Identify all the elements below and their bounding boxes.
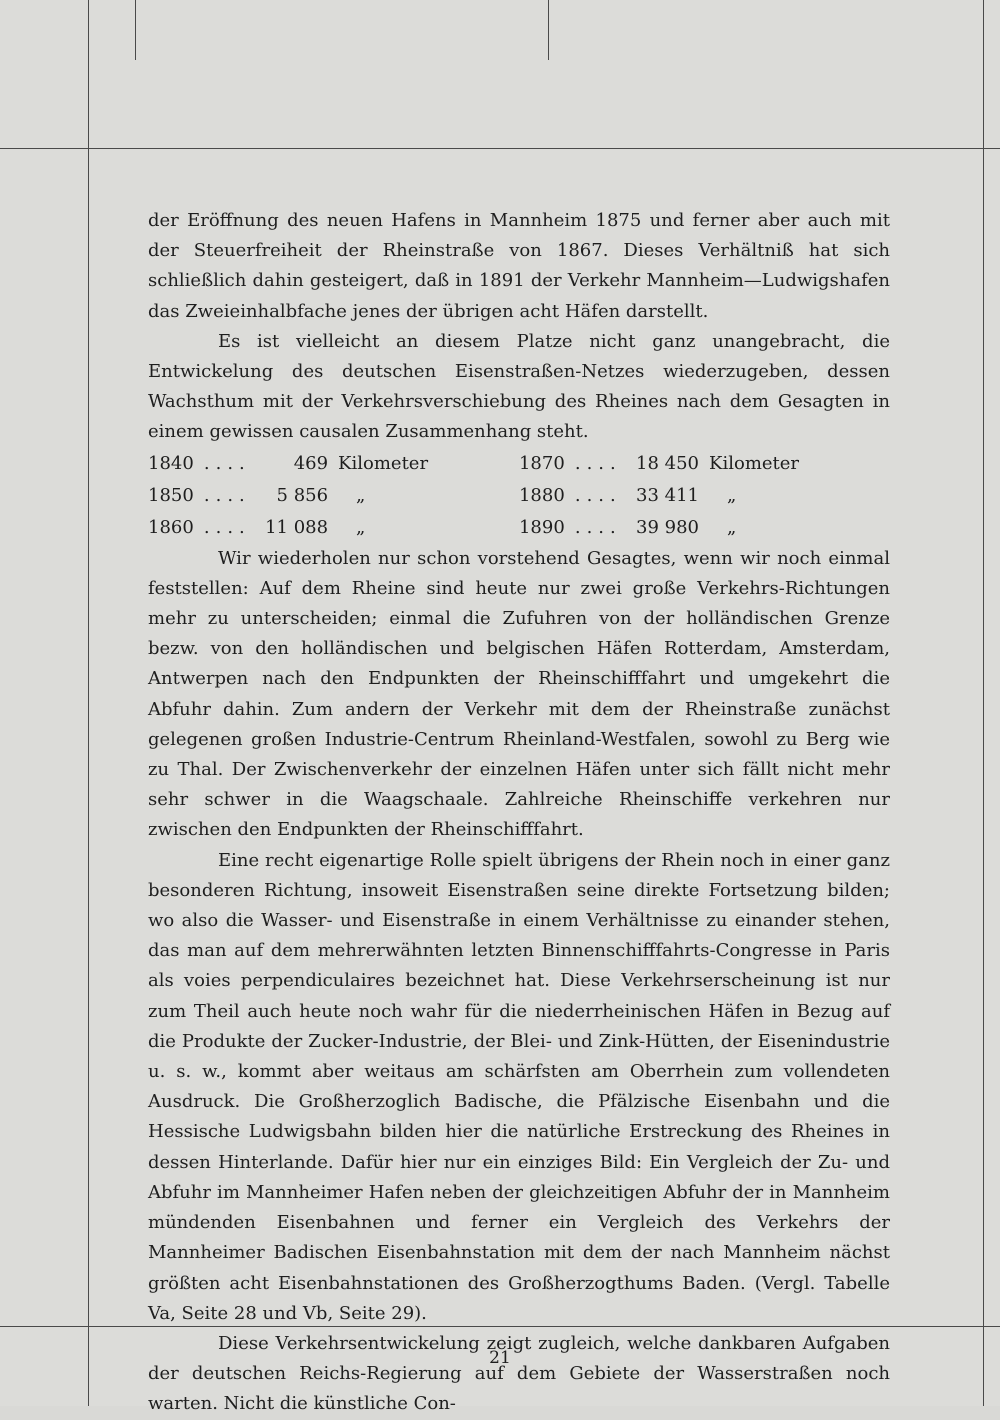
year-cell: 1850 — [148, 484, 194, 506]
value-cell: 469 — [293, 452, 329, 474]
dot-leader: .... — [203, 452, 251, 474]
body-text — [148, 206, 890, 1420]
table-row — [148, 480, 890, 512]
year-cell: 1840 — [148, 452, 194, 474]
value-cell: 18 450 — [636, 452, 700, 474]
paragraph: Wir wiederholen nur schon vorstehend Gesagtes, wenn wir noch einmal feststellen: Auf dem Rheine sind heute nur zwei große Verkehrs-Richtungen mehr zu unterscheiden; einmal die Zufuhren von der holländischen Grenze bezw. von den holländischen und belgischen Häfen Rotterdam, Amsterdam, Antwerpen nach den Endpunkten der Rheinschifffahrt und umgekehrt die Abfuhr dahin. Zum andern der Verkehr mit dem der Rheinstraße zunächst gelegenen großen Industrie-Centrum Rheinland-Westfalen, sowohl zu Berg wie zu Thal. Der Zwischenverkehr der einzelnen Häfen unter sich fällt nicht mehr sehr schwer in die Waagschaale. Zahlreiche Rheinschiffe verkehren nur zwischen den Endpunkten der Rheinschifffahrt. — [148, 547, 890, 841]
top-tick-mark — [135, 0, 136, 60]
top-frame-rule — [0, 148, 1000, 149]
dot-leader: .... — [203, 484, 251, 506]
top-tick-mark — [548, 0, 549, 60]
unit-cell: Kilometer — [338, 452, 429, 474]
dot-leader: .... — [203, 516, 251, 538]
value-cell: 5 856 — [276, 484, 329, 506]
unit-cell: „ — [356, 484, 366, 506]
unit-cell: „ — [727, 516, 737, 538]
year-cell: 1890 — [518, 516, 565, 538]
value-cell: 39 980 — [636, 516, 700, 538]
page-number: 21 — [489, 1348, 511, 1368]
table-row — [148, 448, 890, 480]
dot-leader: .... — [574, 516, 622, 538]
table-row — [148, 512, 890, 544]
year-cell: 1870 — [518, 452, 565, 474]
value-cell: 11 088 — [265, 516, 329, 538]
unit-cell: „ — [727, 484, 737, 506]
paragraph: Es ist vielleicht an diesem Platze nicht ganz unangebracht, die Entwickelung des deutschen Eisenstraßen-Netzes wiederzugeben, dessen Wachsthum mit der Verkehrsverschiebung des Rheines nach dem Gesagten in einem gewissen causalen Zusammenhang steht. — [148, 330, 890, 443]
paragraph: Eine recht eigenartige Rolle spielt übrigens der Rhein noch in einer ganz besonderen Richtung, insoweit Eisenstraßen seine direkte Fortsetzung bilden; wo also die Wasser- und Eisenstraße in einem Verhältnisse zu einander stehen, das man auf dem mehrerwähnten letzten Binnenschifffahrts-Congresse in Paris als voies perpendiculaires bezeichnet hat. Diese Verkehrserscheinung ist nur zum Theil auch heute noch wahr für die niederrheinischen Häfen in Bezug auf die Produkte der Zucker-Industrie, der Blei- und Zink-Hütten, der Eisenindustrie u. s. w., kommt aber weitaus am schärfsten am Oberrhein zum vollendeten Ausdruck. Die Großherzoglich Badische, die Pfälzische Eisenbahn und die Hessische Ludwigsbahn bilden hier die natürliche Erstreckung des Rheines in dessen Hinterlande. Dafür hier nur ein einziges Bild: Ein Vergleich der Zu- und Abfuhr im Mannheimer Hafen neben der gleichzeitigen Abfuhr der in Mannheim mündenden Eisenbahnen und ferner ein Vergleich des Verkehrs der Mannheimer Badischen Eisenbahnstation mit dem der nach Mannheim nächst größten acht Eisenbahnstationen des Großherzogthums Baden. (Vergl. Tabelle Va, Seite 28 und Vb, Seite 29). — [148, 849, 890, 1324]
value-cell: 33 411 — [636, 484, 700, 506]
dot-leader: .... — [574, 484, 622, 506]
dot-leader: .... — [574, 452, 622, 474]
year-cell: 1860 — [148, 516, 194, 538]
right-frame-rule — [983, 0, 984, 1406]
railway-length-table — [148, 448, 890, 544]
unit-cell: „ — [356, 516, 366, 538]
paragraph: der Eröffnung des neuen Hafens in Mannheim 1875 und ferner aber auch mit der Steuerfreiheit der Rheinstraße von 1867. Dieses Verhältniß hat sich schließlich dahin gesteigert, daß in 1891 der Verkehr Mannheim—Ludwigshafen das Zweieinhalbfache jenes der übrigen acht Häfen darstellt. — [148, 210, 890, 322]
left-frame-rule — [88, 0, 89, 1406]
year-cell: 1880 — [518, 484, 565, 506]
unit-cell: Kilometer — [709, 452, 800, 474]
paragraph: Diese Verkehrsentwickelung zeigt zugleich, welche dankbaren Aufgaben der deutschen Reichs-Regierung auf dem Gebiete der Wasserstraßen noch warten. Nicht die künstliche Con- — [148, 1332, 890, 1415]
